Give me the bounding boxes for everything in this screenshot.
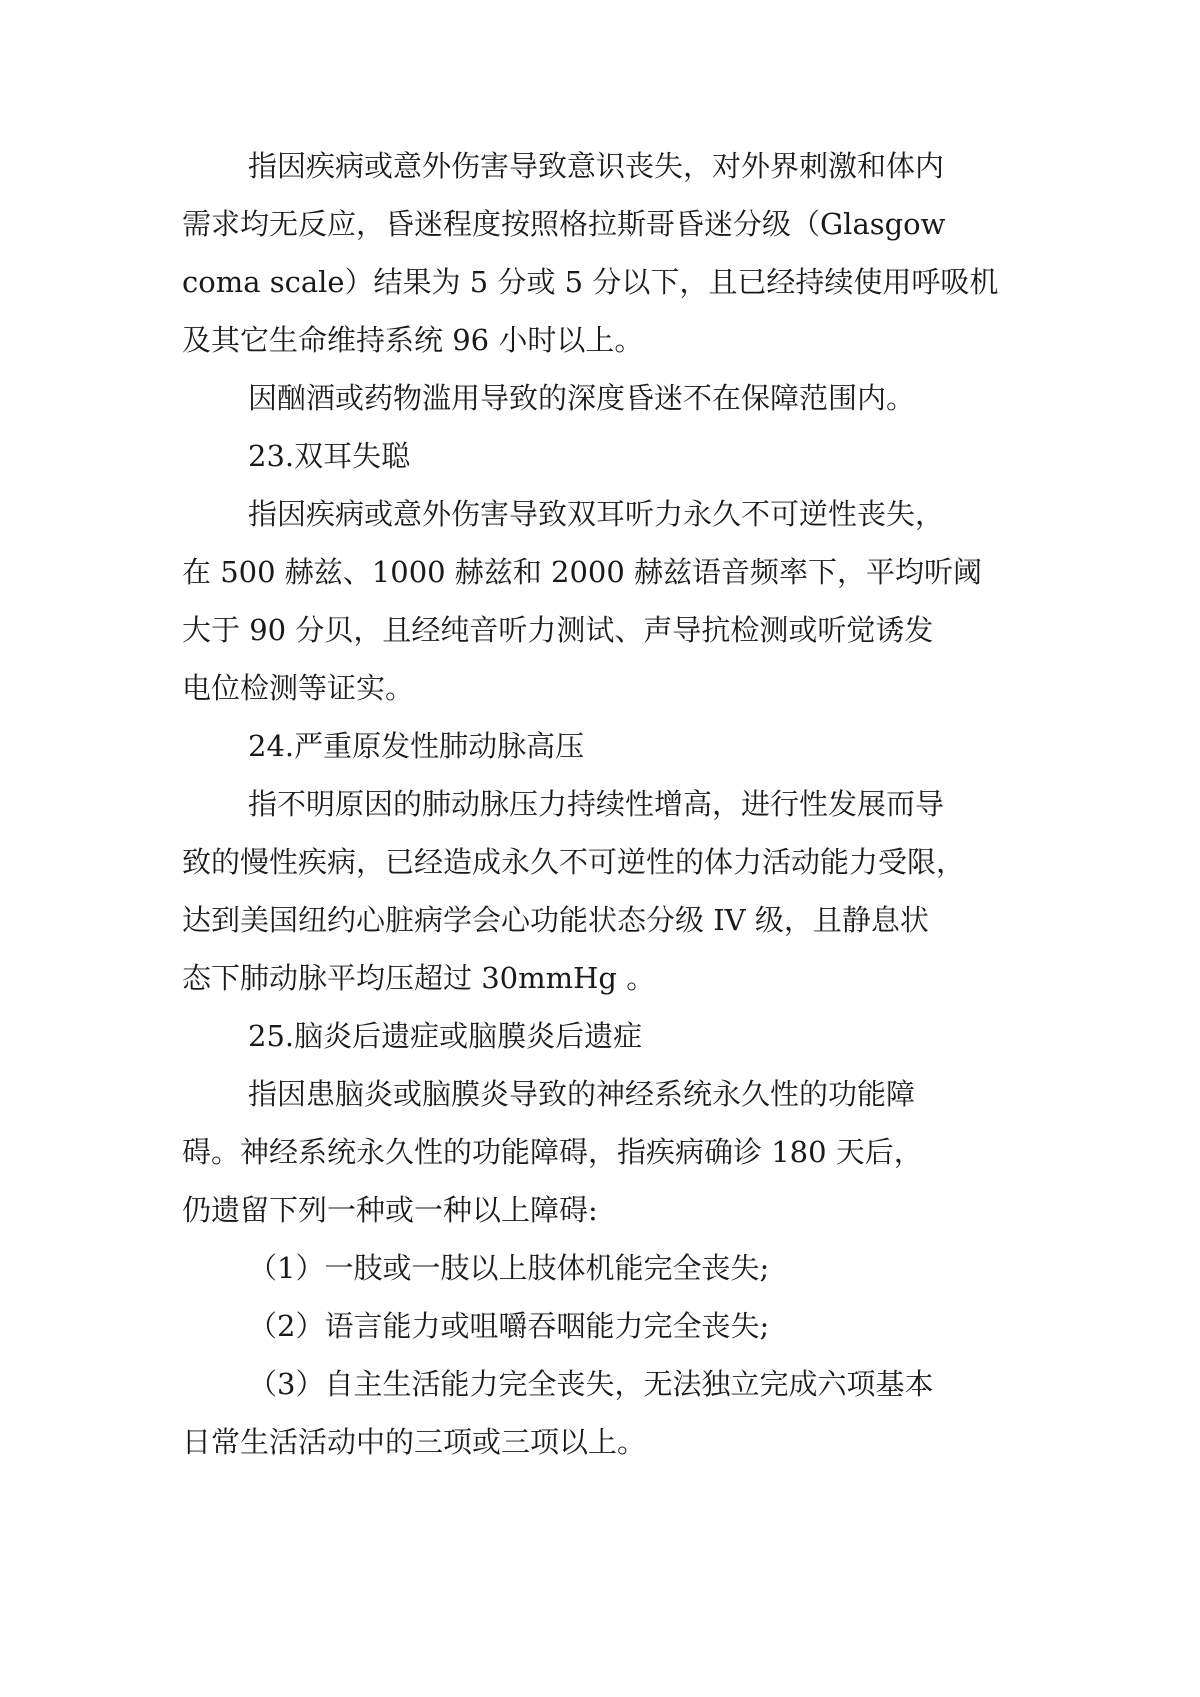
body-line: 仍遗留下列一种或一种以上障碍: xyxy=(182,1193,598,1227)
body-line: 态下肺动脉平均压超过 30mmHg 。 xyxy=(182,961,656,995)
exclusion-note: 因酗酒或药物滥用导致的深度昏迷不在保障范围内。 xyxy=(248,381,916,415)
body-line: 需求均无反应，昏迷程度按照格拉斯哥昏迷分级（Glasgow xyxy=(182,207,946,241)
section-heading-25: 25.脑炎后遗症或脑膜炎后遗症 xyxy=(248,1019,643,1053)
list-item-2: （2）语言能力或咀嚼吞咽能力完全丧失; xyxy=(248,1309,770,1343)
list-item-1: （1）一肢或一肢以上肢体机能完全丧失; xyxy=(248,1251,770,1285)
body-line: 指因疾病或意外伤害导致意识丧失，对外界刺激和体内 xyxy=(248,149,945,183)
section-heading-23: 23.双耳失聪 xyxy=(248,439,411,473)
body-line: 指不明原因的肺动脉压力持续性增高，进行性发展而导 xyxy=(248,787,945,821)
body-line: 指因疾病或意外伤害导致双耳听力永久不可逆性丧失， xyxy=(248,497,945,531)
body-line: 达到美国纽约心脏病学会心功能状态分级 IV 级，且静息状 xyxy=(182,903,929,937)
body-line: 碍。神经系统永久性的功能障碍，指疾病确诊 180 天后， xyxy=(182,1135,923,1169)
body-line: 电位检测等证实。 xyxy=(182,671,415,705)
body-line: 指因患脑炎或脑膜炎导致的神经系统永久性的功能障 xyxy=(248,1077,916,1111)
body-line: 在 500 赫兹、1000 赫兹和 2000 赫兹语音频率下，平均听阈 xyxy=(182,555,983,589)
body-line: 及其它生命维持系统 96 小时以上。 xyxy=(182,323,644,357)
section-heading-24: 24.严重原发性肺动脉高压 xyxy=(248,729,585,763)
body-line: 大于 90 分贝，且经纯音听力测试、声导抗检测或听觉诱发 xyxy=(182,613,934,647)
body-line: 致的慢性疾病，已经造成永久不可逆性的体力活动能力受限， xyxy=(182,845,966,879)
list-item-3-continued: 日常生活活动中的三项或三项以上。 xyxy=(182,1425,647,1459)
body-line: coma scale）结果为 5 分或 5 分以下，且已经持续使用呼吸机 xyxy=(182,265,999,299)
list-item-3: （3）自主生活能力完全丧失，无法独立完成六项基本 xyxy=(248,1367,934,1401)
